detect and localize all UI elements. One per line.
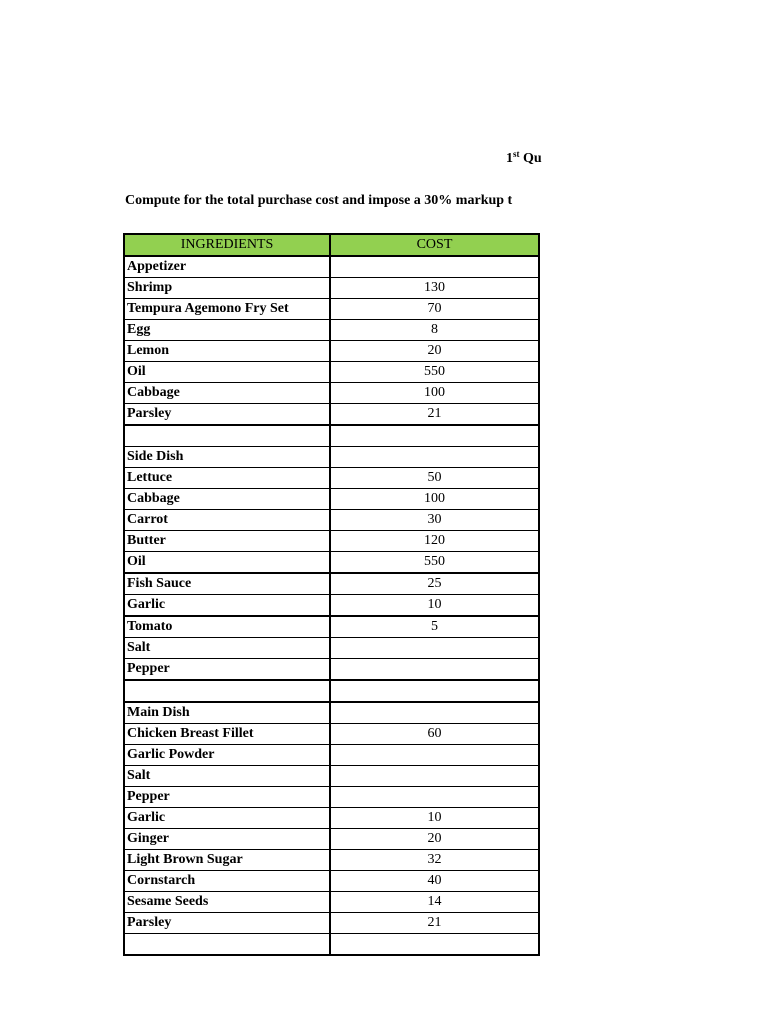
ingredients-cost-table (123, 233, 540, 956)
cost-cell (330, 425, 539, 447)
column-header-ingredients: INGREDIENTS (124, 234, 330, 256)
ingredient-cell: Cabbage (124, 489, 330, 510)
ingredient-cell: Cornstarch (124, 871, 330, 892)
table-row (124, 362, 539, 383)
cost-cell (330, 745, 539, 766)
ingredient-cell: Carrot (124, 510, 330, 531)
ingredient-cell: Fish Sauce (124, 573, 330, 595)
cost-cell: 21 (330, 913, 539, 934)
ingredient-cell: Oil (124, 552, 330, 574)
table-row (124, 680, 539, 702)
quarter-number: 1 (506, 151, 513, 166)
ingredient-cell: Garlic (124, 595, 330, 617)
ingredient-cell: Side Dish (124, 447, 330, 468)
cost-cell: 25 (330, 573, 539, 595)
table-row (124, 616, 539, 638)
ingredient-cell: Egg (124, 320, 330, 341)
table-row (124, 829, 539, 850)
cost-cell: 120 (330, 531, 539, 552)
table-row (124, 892, 539, 913)
cost-cell: 100 (330, 489, 539, 510)
cost-cell (330, 659, 539, 681)
cost-cell: 100 (330, 383, 539, 404)
ingredient-cell: Pepper (124, 787, 330, 808)
ingredient-cell: Ginger (124, 829, 330, 850)
table-row (124, 934, 539, 956)
table-body (124, 256, 539, 955)
cost-cell: 70 (330, 299, 539, 320)
ingredient-cell: Cabbage (124, 383, 330, 404)
ingredient-cell: Tempura Agemono Fry Set (124, 299, 330, 320)
ingredient-cell (124, 680, 330, 702)
table-row (124, 766, 539, 787)
cost-cell: 8 (330, 320, 539, 341)
cost-cell: 30 (330, 510, 539, 531)
table-row (124, 383, 539, 404)
cost-cell: 10 (330, 808, 539, 829)
table-row (124, 552, 539, 574)
table-row (124, 447, 539, 468)
ingredient-cell: Chicken Breast Fillet (124, 724, 330, 745)
table-row (124, 787, 539, 808)
cost-cell (330, 787, 539, 808)
cost-cell: 21 (330, 404, 539, 426)
table-row (124, 489, 539, 510)
table-row (124, 808, 539, 829)
ingredient-cell (124, 934, 330, 956)
table-row (124, 745, 539, 766)
table-row (124, 724, 539, 745)
table-row (124, 659, 539, 681)
ingredient-cell: Lemon (124, 341, 330, 362)
cost-cell (330, 680, 539, 702)
ingredient-cell: Salt (124, 766, 330, 787)
table-header-row (124, 234, 539, 256)
ingredient-cell: Pepper (124, 659, 330, 681)
cost-cell: 40 (330, 871, 539, 892)
ingredient-cell: Parsley (124, 913, 330, 934)
ingredient-cell: Sesame Seeds (124, 892, 330, 913)
table-row (124, 468, 539, 489)
table-row (124, 595, 539, 617)
ingredient-cell: Garlic Powder (124, 745, 330, 766)
ingredient-cell: Butter (124, 531, 330, 552)
ingredient-cell: Salt (124, 638, 330, 659)
ingredient-cell: Shrimp (124, 278, 330, 299)
ingredient-cell: Garlic (124, 808, 330, 829)
table-row (124, 913, 539, 934)
quarter-heading-text: Qu (519, 151, 542, 166)
table-row (124, 341, 539, 362)
instruction-text: Compute for the total purchase cost and impose a 30% markup t (125, 193, 513, 208)
ingredient-cell: Main Dish (124, 702, 330, 724)
table-row (124, 299, 539, 320)
cost-cell: 550 (330, 552, 539, 574)
ingredient-cell: Light Brown Sugar (124, 850, 330, 871)
cost-cell: 32 (330, 850, 539, 871)
cost-cell (330, 934, 539, 956)
cost-cell: 20 (330, 829, 539, 850)
ingredient-cell: Parsley (124, 404, 330, 426)
table-row (124, 404, 539, 426)
table-row (124, 850, 539, 871)
ingredient-cell: Lettuce (124, 468, 330, 489)
quarter-heading (506, 151, 542, 167)
cost-cell: 130 (330, 278, 539, 299)
ingredient-cell: Appetizer (124, 256, 330, 278)
cost-cell (330, 638, 539, 659)
column-header-cost: COST (330, 234, 539, 256)
cost-cell: 60 (330, 724, 539, 745)
table-row (124, 278, 539, 299)
table-row (124, 573, 539, 595)
table-row (124, 256, 539, 278)
table-row (124, 638, 539, 659)
table-row (124, 510, 539, 531)
cost-cell: 5 (330, 616, 539, 638)
cost-cell: 14 (330, 892, 539, 913)
ingredient-cell: Oil (124, 362, 330, 383)
table-row (124, 871, 539, 892)
ingredient-cell: Tomato (124, 616, 330, 638)
cost-cell: 550 (330, 362, 539, 383)
cost-cell: 50 (330, 468, 539, 489)
cost-cell: 20 (330, 341, 539, 362)
cost-cell (330, 702, 539, 724)
cost-cell (330, 256, 539, 278)
cost-cell: 10 (330, 595, 539, 617)
quarter-ordinal-suffix: st (513, 149, 520, 159)
table-row (124, 320, 539, 341)
cost-cell (330, 766, 539, 787)
cost-cell (330, 447, 539, 468)
ingredient-cell (124, 425, 330, 447)
table-row (124, 702, 539, 724)
table-row (124, 531, 539, 552)
table-row (124, 425, 539, 447)
